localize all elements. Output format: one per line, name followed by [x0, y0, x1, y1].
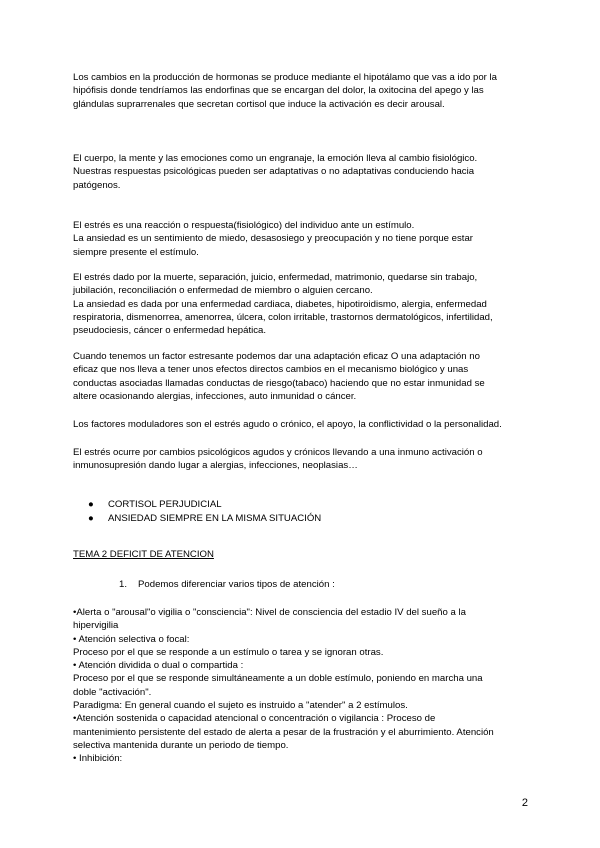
section-heading: TEMA 2 DEFICIT DE ATENCION: [73, 549, 214, 560]
bullet-icon: ●: [88, 513, 94, 524]
list-text: Podemos diferenciar varios tipos de atención :: [138, 579, 335, 590]
text-line: altere ocasionando alergias, infecciones, auto inmunidad o cáncer.: [73, 390, 357, 402]
numbered-list-item: [119, 579, 335, 590]
text-line: El estrés dado por la muerte, separación, juicio, enfermedad, matrimonio, quedarse sin trabajo,: [73, 272, 478, 283]
text-line: El estrés ocurre por cambios psicológicos agudos y crónicos llevando a una inmuno activación o: [73, 447, 483, 458]
text-line: La ansiedad es un sentimiento de miedo, desasosiego y preocupación y no tiene porque estar: [73, 233, 474, 245]
text-line: Proceso por el que se responde a un estímulo o tarea y se ignoran otras.: [73, 646, 384, 658]
text-line: Proceso por el que se responde simultáneamente a un doble estímulo, poniendo en marcha una: [73, 673, 483, 685]
text-line: eficaz que nos lleva a tener unos efectos directos cambios en el mecanismo biológico y unas: [73, 364, 469, 376]
text-line: siempre presente el estímulo.: [73, 246, 199, 258]
text-line: La ansiedad es dada por una enfermedad cardiaca, diabetes, hipotiroidismo, alergia, enfermedad: [73, 298, 487, 310]
text-line: • Inhibición:: [73, 753, 123, 765]
text-line: •Atención sostenida o capacidad atencional o concentración o vigilancia : Proceso de: [73, 713, 436, 725]
text-line: glándulas suprarrenales que secretan cortisol que induce la activación es decir arousal.: [73, 98, 445, 110]
paragraph-stress-definition: [73, 219, 523, 259]
paragraph-attention-types: [73, 606, 523, 766]
text-line: patógenos.: [73, 179, 121, 191]
paragraph-adaptation: [73, 350, 523, 403]
bullet-item: [88, 513, 321, 526]
text-line: Los factores moduladores son el estrés agudo o crónico, el apoyo, la conflictividad o la personalidad.: [73, 419, 502, 430]
text-line: El cuerpo, la mente y las emociones como un engranaje, la emoción lleva al cambio fisiológico.: [73, 153, 478, 164]
text-line: doble "activación".: [73, 686, 152, 698]
text-line: selectiva mantenida durante un periodo de tiempo.: [73, 739, 289, 751]
bullet-text: ANSIEDAD SIEMPRE EN LA MISMA SITUACIÓN: [108, 513, 322, 524]
text-line: inmunosupresión dando lugar a alergias, infecciones, neoplasias…: [73, 460, 358, 472]
paragraph-modulating-factors: [73, 418, 523, 431]
paragraph-stress-causes: [73, 271, 523, 337]
paragraph-hormones: [73, 71, 523, 111]
text-line: respiratoria, dismenorrea, amenorrea, úlcera, colon irritable, trastornos dermatológicos, infertilidad,: [73, 311, 493, 323]
text-line: hipófisis donde tendríamos las endorfinas que se encargan del dolor, la oxitocina del apego y las: [73, 85, 484, 97]
text-line: El estrés es una reacción o respuesta(fisiológico) del individuo ante un estímulo.: [73, 220, 415, 231]
text-line: •Alerta o "arousal"o vigilia o "consciencia": Nivel de consciencia del estadio IV del sueño a la: [73, 607, 466, 618]
text-line: • Atención selectiva o focal:: [73, 633, 190, 645]
list-number: 1.: [119, 579, 128, 590]
paragraph-immune: [73, 446, 523, 473]
page-number: 2: [521, 797, 528, 809]
text-line: Paradigma: En general cuando el sujeto es instruido a "atender" a 2 estímulos.: [73, 700, 408, 712]
text-line: • Atención dividida o dual o compartida :: [73, 660, 244, 672]
text-line: Nuestras respuestas psicológicas pueden ser adaptativas o no adaptativas conduciendo hacia: [73, 166, 475, 178]
text-line: hipervigilia: [73, 620, 119, 632]
text-line: Los cambios en la producción de hormonas se produce mediante el hipotálamo que vas a ido por la: [73, 72, 497, 83]
text-line: pseudociesis, cáncer o enfermedad hepática.: [73, 325, 267, 337]
text-line: conductas asociadas llamadas conductas de riesgo(tabaco) haciendo que no estar inmunidad se: [73, 377, 485, 389]
text-line: mantenimiento persistente del estado de alerta a pesar de la frustración y el aburrimiento. Atención: [73, 726, 494, 738]
text-line: Cuando tenemos un factor estresante podemos dar una adaptación eficaz O una adaptación no: [73, 351, 480, 362]
text-line: jubilación, reconciliación o enfermedad de miembro o alguien cercano.: [73, 285, 373, 297]
bullet-text: CORTISOL PERJUDICIAL: [108, 499, 222, 510]
paragraph-body-mind: [73, 152, 523, 192]
bullet-item: [88, 499, 222, 512]
bullet-icon: ●: [88, 499, 94, 510]
